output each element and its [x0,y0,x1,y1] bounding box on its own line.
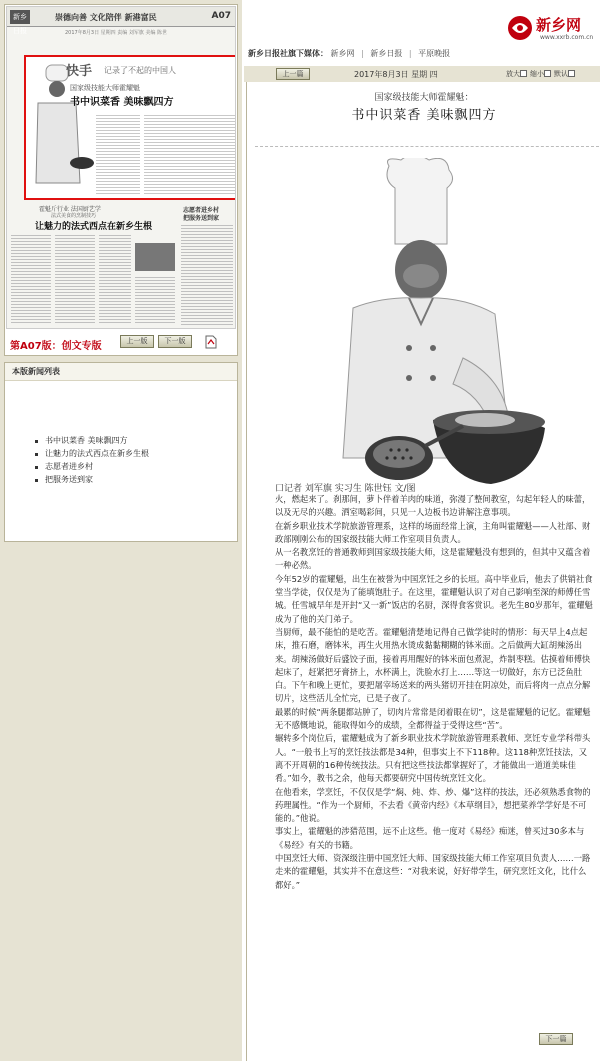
text-column [11,233,51,325]
default-size-radio[interactable] [568,70,575,77]
page-label: 第A07版：创文专版 [10,341,102,352]
article-paragraph: 今年52岁的霍耀魁，出生在被誉为中国烹饪之乡的长垣。高中毕业后，他去了供销社食堂当学徒，仅仅是为了能填饱肚子。在这里，霍耀魁认识了对自己影响至深的师傅任雪城。任雪城早年是开封“又一新”饭店的名厨，深得食客赏识。老先生80岁那年，霍耀魁成为了他的关门弟子。 [275,573,593,624]
font-size-controls [506,69,578,79]
news-item[interactable]: 志愿者进乡村 [35,461,149,473]
news-item[interactable]: 让魅力的法式西点在新乡生根 [35,448,149,460]
article-toolbar [244,66,600,82]
text-column [181,223,233,325]
section2-kicker: 霍魁斤行业 法国厨艺学 [39,206,101,213]
article-paragraph: 最累的时候“两条腿都站肿了，切肉片常常是闭着眼在切”，这是霍耀魁的记忆。霍耀魁无不感慨地说，能取得如今的成绩，全都得益于受得这些“苦”。 [275,706,591,731]
article-paragraph: 在新乡职业技术学院旅游管理系，这样的场面经常上演，主角叫霍耀魁——人社部、财政部刚刚公布的国家级技能大师工作室项目负责人。 [275,520,591,544]
kuaishou-subtitle: 记录了不起的中国人 [104,66,176,75]
right-column [242,0,600,1061]
news-item-continuation[interactable]: 把服务送到家 [35,474,149,486]
mini-headline: 书中识菜香 美味飘四方 [70,97,174,108]
newspaper-page-thumbnail[interactable] [6,6,236,329]
mini-text-column [144,113,236,195]
left-column [0,0,242,1061]
issue-date: 2017年8月3日 星期 四 [354,70,438,79]
divider [255,146,599,147]
news-list [35,435,149,487]
media-link-xxw[interactable]: 新乡网 [330,49,355,58]
article-kicker: 国家级技能大师霍耀魁： [374,93,474,103]
section2-subkicker: 法式美食的烹制技巧 [51,213,97,219]
highlighted-article-region[interactable] [24,55,236,200]
zoom-out-label[interactable]: 缩小 [530,70,544,78]
media-link-pywb[interactable]: 平原晚报 [418,49,451,58]
section2-headline: 让魅力的法式西点在新乡生根 [35,222,153,232]
nav-separator: | [408,49,412,58]
kuaishou-title: 快手 [66,64,93,79]
prev-page-button[interactable]: 上一版 [120,335,154,348]
article-container [246,82,600,1061]
newspaper-slogan: 崇德向善 文化陪伴 新港富民 [55,13,157,22]
zoom-in-label[interactable]: 放大 [506,70,520,78]
article-headline: 书中识菜香 美味飘四方 [351,108,497,123]
section2-photo [135,243,175,271]
text-column [135,275,175,325]
prev-article-button[interactable]: 上一篇 [276,68,310,80]
media-link-xxrb[interactable]: 新乡日报 [370,49,403,58]
newspaper-page-code: A07 [211,11,231,21]
mini-kicker: 国家级技能大师霍耀魁 [70,84,140,92]
article-paragraph: 当厨师，最不能怕的是吃苦。霍耀魁清楚地记得自己做学徒时的情形：每天早上4点起床，推石磨，磨钵米，再生火用热水烫成黏黏糊糊的钵米面。之后做两大缸胡辣汤出来。胡辣汤做好后盛饺子面，接着再用醒好的钵米面包煮泥，炸制枣糕。估摸着师傅快起床了，赶紧把牙膏挤上，水杯满上，洗脸水打上……等这一切做好，东方已泛鱼肚白。下午和晚上更忙，要把屠宰场送来的两头猪切开挂在阴凉处，而后将肉一点点分解切片，这些活儿全忙完，已是子夜了。 [275,626,591,704]
article-paragraph: 辗转多个岗位后，霍耀魁成为了新乡职业技术学院旅游管理系教师、烹饪专业学科带头人。“一般书上写的烹饪技法都是34种，但事实上不下118种。这118种烹饪技法，又离不开周朝的16种传统技法。只有把这些技法都掌握好了，才能做出一道道美味佳肴。”如今，教书之余，他每天都要研究中国传统烹饪文化。 [275,733,591,784]
mini-text-column [96,113,140,195]
text-column [55,233,95,325]
chef-photo [313,158,553,498]
article-paragraph: 事实上，霍耀魁的涉猎范围，远不止这些。他一度对《易经》痴迷，曾买过30多本与《易经》有关的书籍。 [275,826,585,850]
default-size-label[interactable]: 默认 [554,70,568,78]
article-paragraph: 从一名教烹饪的普通教师到国家级技能大师，这是霍耀魁没有想到的，但其中又蕴含着一种必然。 [275,547,591,571]
side-headline-2: 把服务送到家 [183,215,220,222]
site-logo-text[interactable]: 新乡网 [536,16,582,34]
zoom-out-radio[interactable] [544,70,551,77]
next-article-button[interactable]: 下一篇 [539,1033,573,1045]
article-paragraph: 中国烹饪大师、资深级注册中国烹饪大师、国家级技能大师工作室项目负责人……一路走来的霍耀魁，其实并不在意这些：“对我来说，好好带学生，研究烹饪文化，比什么都好。” [275,853,591,890]
news-list-panel [4,362,238,542]
newspaper-dateline: 2017年8月3日 星期四 责编 刘军旗 美编 陈世 [65,30,168,36]
article-paragraph: 在他看来，学烹饪，不仅仅是学“焖、炖、炸、炒、爆”这样的技法，还必须熟悉食物的药理属性。“作为一个厨师，不去看《黄帝内经》《本草纲目》，想把菜养学学好是不可能的。”他说。 [275,786,591,824]
zoom-in-radio[interactable] [520,70,527,77]
article-paragraph: 火，燃起来了。刹那间，萝卜伴着羊肉的味道，弥漫了整间教室，勾起年轻人的味蕾，以及无尽的兴趣。洒室喝彩间，只见一人边板书边讲解注意事项。 [275,494,591,518]
newspaper-logo: 新乡日报 [10,10,30,24]
nav-separator: | [361,49,364,58]
site-logo-url: www.xxrb.com.cn [540,34,594,41]
media-nav [248,48,450,59]
article-byline: 口记者 刘军旗 实习生 陈世钰 文/图 [275,484,416,494]
news-item[interactable]: 书中识菜香 美味飘四方 [35,435,149,447]
pdf-icon[interactable] [205,335,217,349]
next-page-button[interactable]: 下一版 [158,335,192,348]
side-headline-1: 志愿者进乡村 [183,207,220,214]
text-column [99,233,131,325]
article-body [275,493,593,892]
news-list-title: 本版新闻列表 [5,363,237,381]
media-nav-label: 新乡日报社旗下媒体： [248,49,328,58]
